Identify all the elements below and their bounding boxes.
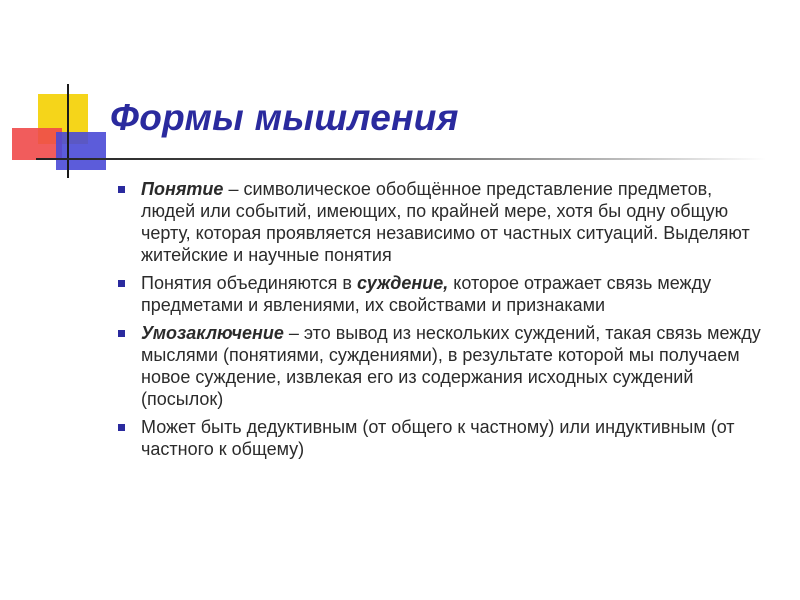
term-inference: Умозаключение — [141, 323, 284, 343]
bullet-item-inference — [118, 322, 768, 410]
bullet-text-judgment-before: Понятия объединяются в — [141, 273, 357, 293]
term-concept: Понятие — [141, 179, 224, 199]
bullet-text-judgment-after: которое отражает связь между предметами и явлениями, их свойствами и признаками — [141, 273, 712, 315]
decor-vertical-line — [67, 84, 69, 178]
slide-title: Формы мышления — [110, 97, 459, 138]
bullet-item-deductive — [118, 416, 768, 460]
square-bullet-icon — [118, 186, 125, 193]
decor-blue-square — [56, 132, 106, 170]
bullet-item-judgment — [118, 272, 768, 316]
square-bullet-icon — [118, 330, 125, 337]
term-judgment: суждение, — [356, 273, 449, 293]
bullet-item-concept — [118, 178, 768, 266]
square-bullet-icon — [118, 280, 125, 287]
bullet-list — [118, 178, 768, 466]
bullet-text-deductive: Может быть дедуктивным (от общего к частному) или индуктивным (от частного к общему) — [141, 417, 735, 459]
bullet-text-concept: – символическое обобщённое представление предметов, людей или событий, имеющих, по крайней мере, хотя бы одну общую черту, которая проявляется независимо от частных ситуаций. Выделяют житейские и научные понятия — [141, 179, 750, 265]
title-underline — [36, 158, 766, 160]
bullet-text-inference: – это вывод из нескольких суждений, такая связь между мыслями (понятиями, суждениями), в результате которой мы получаем новое суждение, извлекая его из содержания исходных суждений (посылок) — [141, 323, 761, 409]
square-bullet-icon — [118, 424, 125, 431]
decor-red-square — [12, 128, 62, 160]
